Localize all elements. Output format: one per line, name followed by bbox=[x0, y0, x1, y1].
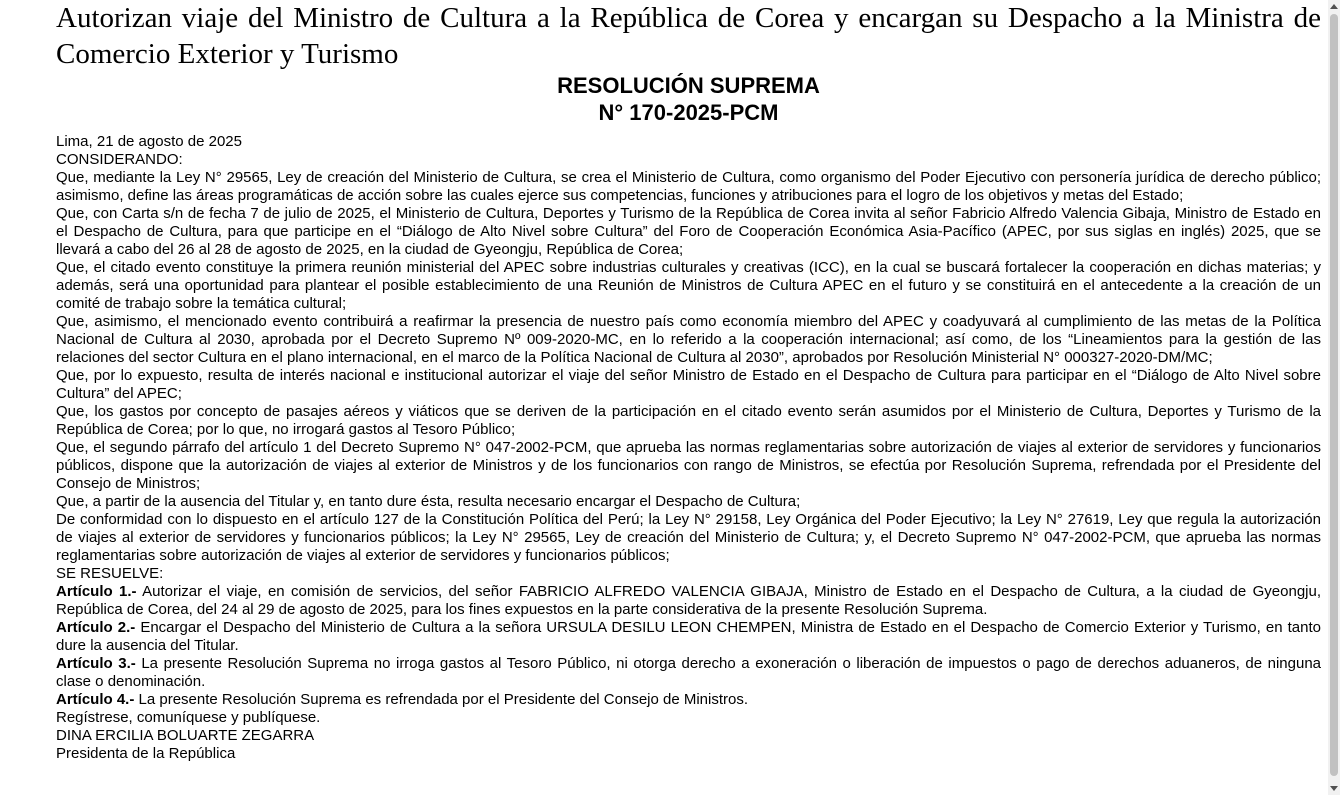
scroll-up-arrow-icon[interactable] bbox=[1330, 4, 1338, 9]
signatory-name: DINA ERCILIA BOLUARTE ZEGARRA bbox=[56, 727, 315, 744]
considerando-label: CONSIDERANDO: bbox=[56, 151, 183, 168]
considerando-paragraph: Que, el citado evento constituye la primera reunión ministerial del APEC sobre industrias culturales y creativas (ICC), en la cual se buscará fortalecer la cooperación en dichas materias; y además, será una oportunidad para plantear el posible establecimiento de una Reunión de Ministros de Cultura APEC en el futuro y se constituirá en el antecedente a la creación de un comité de trabajo sobre la temática cultural; bbox=[56, 259, 1321, 312]
article-paragraph bbox=[56, 583, 1321, 619]
resolution-type: RESOLUCIÓN SUPREMA bbox=[557, 73, 820, 98]
considerando-paragraph: De conformidad con lo dispuesto en el artículo 127 de la Constitución Política del Perú; la Ley N° 29158, Ley Orgánica del Poder Ejecutivo; la Ley N° 27619, Ley que regula la autorización de viajes al exterior de servidores y funcionarios públicos; la Ley N° 29565, Ley de creación del Ministerio de Cultura; y, el Decreto Supremo N° 047-2002-PCM, que aprueba las normas reglamentarias sobre autorización de viajes al exterior de servidores y funcionarios públicos; bbox=[56, 511, 1321, 564]
document-title: Autorizan viaje del Ministro de Cultura a la República de Corea y encargan su Despacho a la Ministra de Comercio Exterior y Turismo bbox=[56, 2, 1321, 70]
considerando-paragraph: Que, a partir de la ausencia del Titular y, en tanto dure ésta, resulta necesario encargar el Despacho de Cultura; bbox=[56, 493, 801, 510]
article-label: Artículo 2.- bbox=[56, 619, 136, 636]
article-label: Artículo 4.- bbox=[56, 691, 135, 708]
document-body bbox=[56, 133, 1321, 763]
article-label: Artículo 1.- bbox=[56, 583, 137, 600]
article-paragraph bbox=[56, 619, 1321, 655]
article-text: Autorizar el viaje, en comisión de servicios, del señor FABRICIO ALFREDO VALENCIA GIBAJA, Ministro de Estado en el Despacho de Cultura, a la ciudad de Gyeongju, República de Corea, del 24 al 29 de agosto de 2025, para los fines expuestos en la parte considerativa de la presente Resolución Suprema. bbox=[56, 583, 1322, 618]
closing-formula: Regístrese, comuníquese y publíquese. bbox=[56, 709, 321, 726]
considerando-paragraph: Que, con Carta s/n de fecha 7 de julio de 2025, el Ministerio de Cultura, Deportes y Turismo de la República de Corea invita al señor Fabricio Alfredo Valencia Gibaja, Ministro de Estado en el Despacho de Cultura, para que participe en el “Diálogo de Alto Nivel sobre Cultura” del Foro de Cooperación Económica Asia-Pacífico (APEC, por sus siglas en inglés) 2025, que se llevará a cabo del 26 al 28 de agosto de 2025, en la ciudad de Gyeongju, República de Corea; bbox=[56, 205, 1321, 258]
considerando-paragraph: Que, el segundo párrafo del artículo 1 del Decreto Supremo N° 047-2002-PCM, que aprueba las normas reglamentarias sobre autorización de viajes al exterior de servidores y funcionarios públicos, dispone que la autorización de viajes al exterior de Ministros y de los funcionarios con rango de Ministros, se efectúa por Resolución Suprema, refrendada por el Presidente del Consejo de Ministros; bbox=[56, 439, 1321, 492]
scroll-down-arrow-icon[interactable] bbox=[1330, 786, 1338, 791]
article-label: Artículo 3.- bbox=[56, 655, 136, 672]
document-date: Lima, 21 de agosto de 2025 bbox=[56, 133, 242, 150]
considerando-paragraph: Que, por lo expuesto, resulta de interés nacional e institucional autorizar el viaje del señor Ministro de Estado en el Despacho de Cultura para participar en el “Diálogo de Alto Nivel sobre Cultura” del APEC; bbox=[56, 367, 1321, 402]
resolution-number: N° 170-2025-PCM bbox=[598, 100, 779, 125]
resolution-heading bbox=[56, 72, 1321, 126]
vertical-scrollbar[interactable] bbox=[1328, 0, 1340, 795]
scrollbar-thumb[interactable] bbox=[1330, 14, 1338, 776]
signatory-title: Presidenta de la República bbox=[56, 745, 236, 762]
considerando-paragraph: Que, asimismo, el mencionado evento contribuirá a reafirmar la presencia de nuestro país como economía miembro del APEC y coadyuvará al cumplimiento de las metas de la Política Nacional de Cultura al 2030, aprobada por el Decreto Supremo Nº 009-2020-MC, en lo referido a la cooperación internacional; así como, de los “Lineamientos para la gestión de las relaciones del sector Cultura en el plano internacional, en el marco de la Política Nacional de Cultura al 2030”, aprobados por Resolución Ministerial N° 000327-2020-DM/MC; bbox=[56, 313, 1321, 366]
article-paragraph bbox=[56, 655, 1321, 691]
document-content bbox=[56, 0, 1321, 763]
article-text: La presente Resolución Suprema es refrendada por el Presidente del Consejo de Ministros. bbox=[134, 691, 749, 708]
article-text: La presente Resolución Suprema no irroga gastos al Tesoro Público, ni otorga derecho a exoneración o liberación de impuestos o pago de derechos aduaneros, de ninguna clase o denominación. bbox=[56, 655, 1322, 690]
considerando-paragraph: Que, mediante la Ley N° 29565, Ley de creación del Ministerio de Cultura, se crea el Ministerio de Cultura, como organismo del Poder Ejecutivo con personería jurídica de derecho público; asimismo, define las áreas programáticas de acción sobre las cuales ejerce sus competencias, funciones y atribuciones para el logro de los objetivos y metas del Estado; bbox=[56, 169, 1321, 204]
resuelve-label: SE RESUELVE: bbox=[56, 565, 164, 582]
considerando-paragraph: Que, los gastos por concepto de pasajes aéreos y viáticos que se deriven de la participación en el citado evento serán asumidos por el Ministerio de Cultura, Deportes y Turismo de la República de Corea; por lo que, no irrogará gastos al Tesoro Público; bbox=[56, 403, 1321, 438]
article-paragraph bbox=[56, 691, 1321, 709]
article-text: Encargar el Despacho del Ministerio de Cultura a la señora URSULA DESILU LEON CHEMPEN, Ministra de Estado en el Despacho de Comercio Exterior y Turismo, en tanto dure la ausencia del Titular. bbox=[56, 619, 1321, 654]
